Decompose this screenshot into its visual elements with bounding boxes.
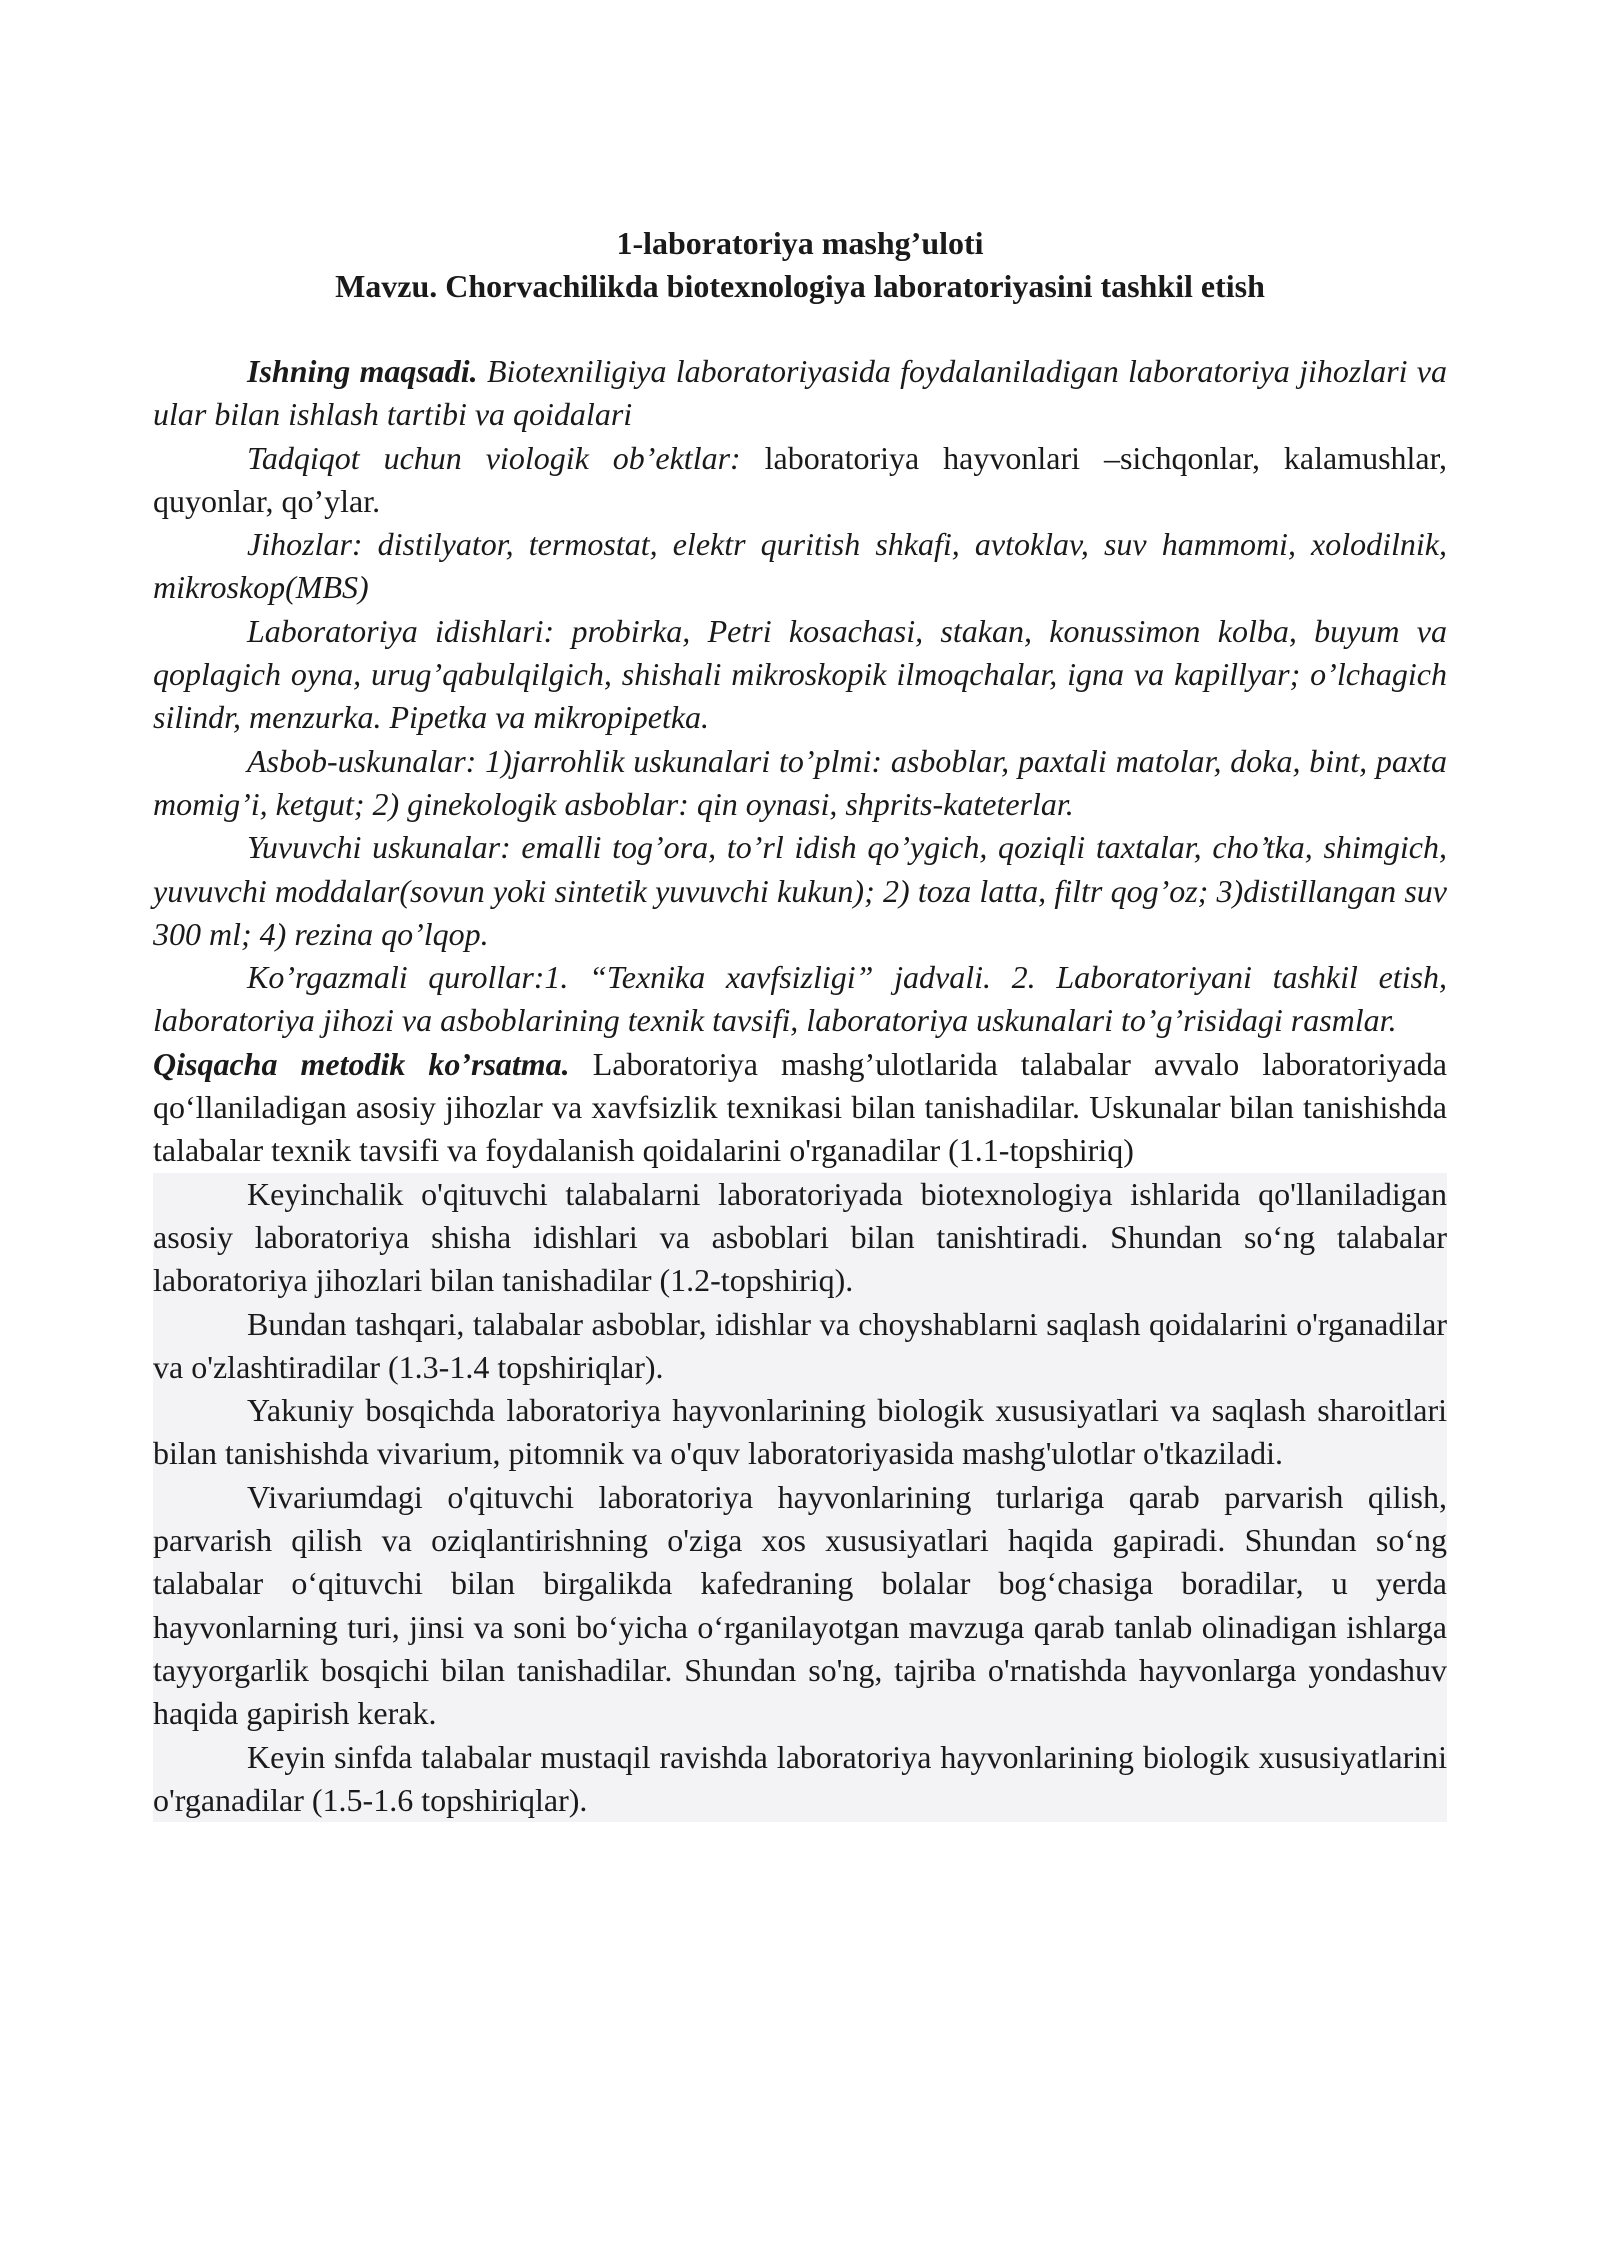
paragraph-final-stage: Yakuniy bosqichda laboratoriya hayvonlarining biologik xususiyatlari va saqlash sharoitlari bilan tanishishda vivarium, pitomnik va o'quv laboratoriyasida mashg'ulotlar o'tkaziladi. [153,1389,1447,1476]
paragraph-equipment: Jihozlar: distilyator, termostat, elektr quritish shkafi, avtoklav, suv hammomi, xolodilnik, mikroskop(MBS) [153,526,1447,606]
paragraph-lab-vessels: Laboratoriya idishlari: probirka, Petri kosachasi, stakan, konussimon kolba, buyum va qoplagich oyna, urug’qabulqilgich, shishali mikroskopik ilmoqchalar, igna va kapillyar; o’lchagich silindr, menzurka. Pipetka va mikropipetka. [153,612,1447,736]
paragraph-visual-aids: Ko’rgazmali qurollar:1. “Texnika xavfsizligi” jadvali. 2. Laboratoriyani tashkil etish, laboratoriya jihozi va asboblarining texnik tavsifi, laboratoriya uskunalari to’g’risidagi rasmlar. [153,959,1447,1039]
paragraph-instruments: Asbob-uskunalar: 1)jarrohlik uskunalari to’plmi: asboblar, paxtali matolar, doka, bint, paxta momig’i, ketgut; 2) ginekologik asboblar: qin oynasi, shprits-kateterlar. [153,742,1447,822]
paragraph-method-guidance [153,1043,1447,1173]
paragraph-research-objects-lead: Tadqiqot uchun viologik ob’ektlar: [247,439,741,476]
paragraph-storage-rules: Bundan tashqari, talabalar asboblar, idishlar va choyshablarni saqlash qoidalarini o'rganadilar va o'zlashtiradilar (1.3-1.4 topshiriqlar). [153,1303,1447,1390]
paragraph-washing-equipment: Yuvuvchi uskunalar: emalli tog’ora, to’rl idish qo’ygich, qoziqli taxtalar, cho’tka, shimgich, yuvuvchi moddalar(sovun yoki sintetik yuvuvchi kukun); 2) toza latta, filtr qog’oz; 3)distillangan suv 300 ml; 4) rezina qo’lqop. [153,829,1447,952]
document-body [153,350,1447,1822]
paragraph-research-objects [153,437,1447,524]
paragraph-method-guidance-lead: Qisqacha metodik ko’rsatma. [153,1045,570,1082]
paragraph-goal [153,350,1447,437]
page-title: 1-laboratoriya mashg’uloti [616,225,984,261]
paragraph-glassware-intro: Keyinchalik o'qituvchi talabalarni laboratoriyada biotexnologiya ishlarida qo'llaniladigan asosiy laboratoriya shisha idishlari va asboblari bilan tanishtiradi. Shundan so‘ng talabalar laboratoriya jihozlari bilan tanishadilar (1.2-topshiriq). [153,1173,1447,1303]
paragraph-research-objects-text: laboratoriya hayvonlari –sichqonlar, kalamushlar, quyonlar, qo’ylar. [153,439,1447,519]
document-header [0,222,1600,308]
paragraph-method-guidance-text: Laboratoriya mashg’ulotlarida talabalar avvalo laboratoriyada qo‘llaniladigan asosiy jihozlar va xavfsizlik texnikasi bilan tanishadilar. Uskunalar bilan tanishishda talabalar texnik tavsifi va foydalanish qoidalarini o'rganadilar (1.1-topshiriq) [153,1045,1448,1169]
page-subtitle: Mavzu. Chorvachilikda biotexnologiya laboratoriyasini tashkil etish [335,268,1265,304]
paragraph-goal-lead: Ishning maqsadi. [247,353,478,389]
paragraph-goal-text: Biotexniligiya laboratoriyasida foydalaniladigan laboratoriya jihozlari va ular bilan ishlash tartibi va qoidalari [153,353,1448,433]
paragraph-vivarium: Vivariumdagi o'qituvchi laboratoriya hayvonlarining turlariga qarab parvarish qilish, parvarish qilish va oziqlantirishning o'ziga xos xususiyatlari haqida gapiradi. Shundan so‘ng talabalar o‘qituvchi bilan birgalikda kafedraning bolalar bog‘chasiga boradilar, u yerda hayvonlarning turi, jinsi va soni bo‘yicha o‘rganilayotgan mavzuga qarab tanlab olinadigan ishlarga tayyorgarlik bosqichi bilan tanishadilar. Shundan so'ng, tajriba o'rnatishda hayvonlarga yondashuv haqida gapirish kerak. [153,1476,1447,1736]
paragraph-independent-study: Keyin sinfda talabalar mustaqil ravishda laboratoriya hayvonlarining biologik xususiyatlarini o'rganadilar (1.5-1.6 topshiriqlar). [153,1736,1447,1823]
